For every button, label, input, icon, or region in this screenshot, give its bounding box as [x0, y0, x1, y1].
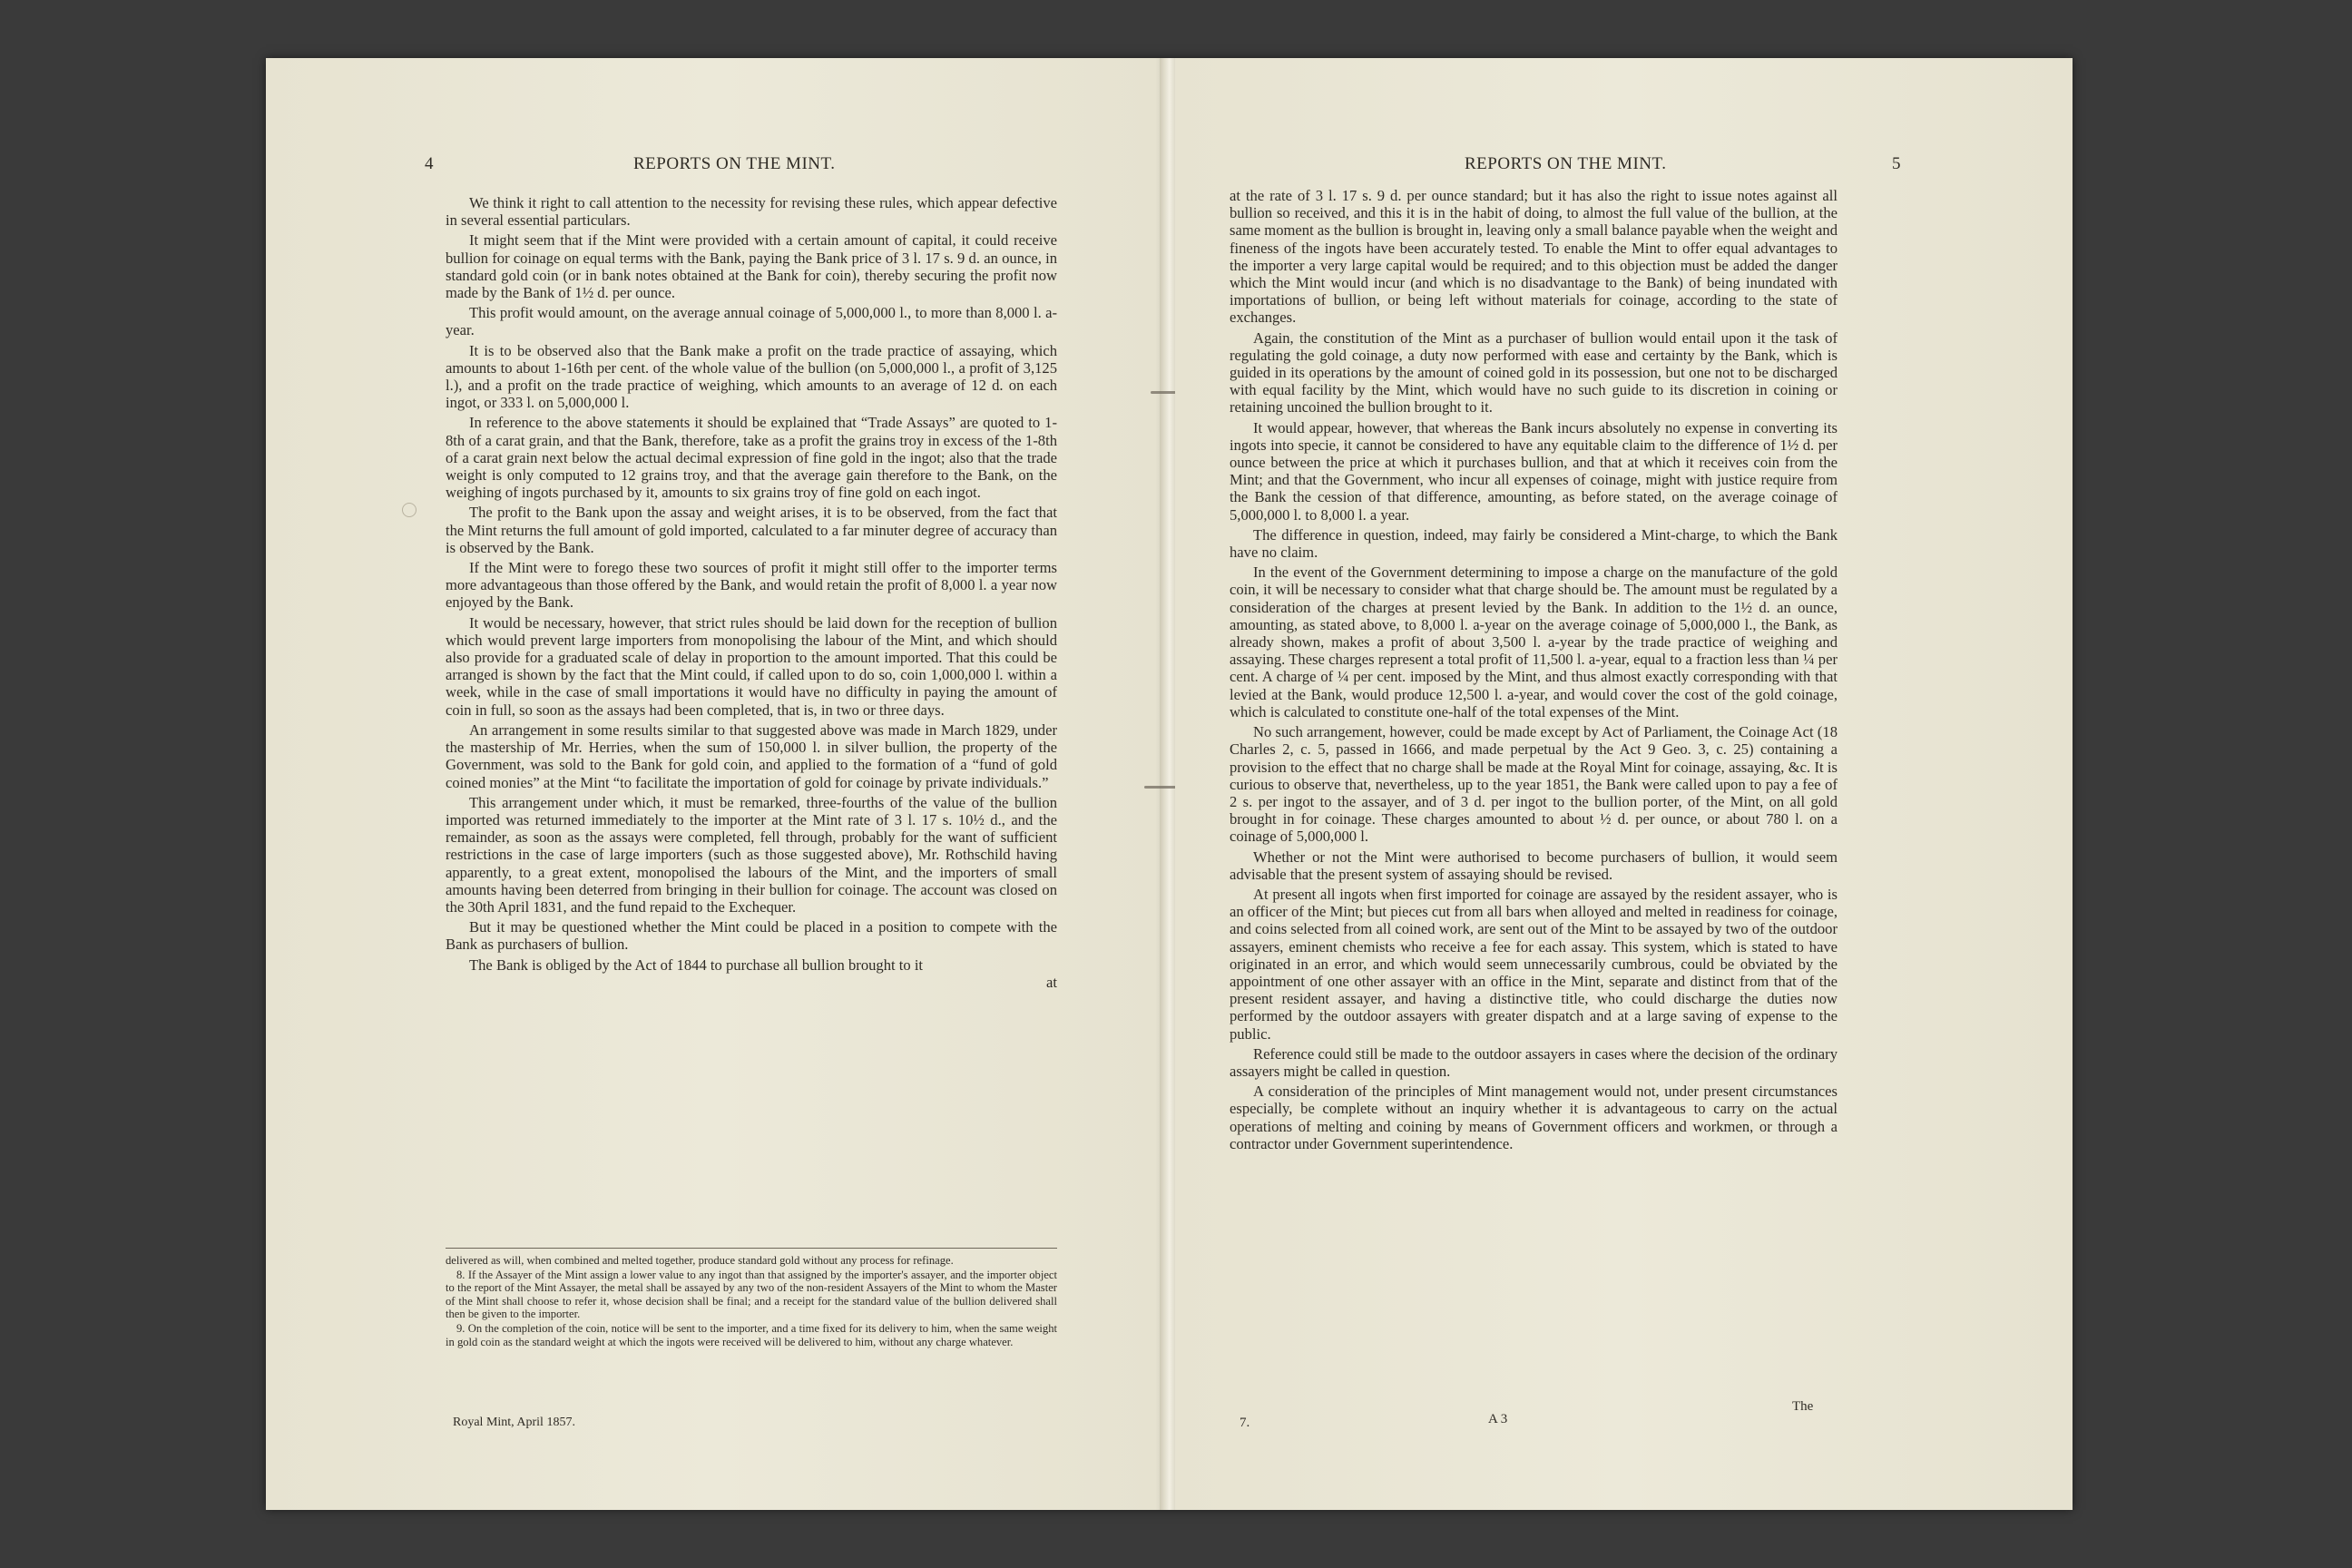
paragraph: We think it right to call attention to the necessity for revising these rules, which appear defective in several essential particulars. [446, 194, 1057, 230]
footnote: delivered as will, when combined and melted together, produce standard gold without any process for refinage. [446, 1254, 954, 1267]
footnote-rule [446, 1248, 1057, 1249]
right-page-number: 5 [1892, 154, 1901, 173]
paragraph: This profit would amount, on the average annual coinage of 5,000,000 l., to more than 8,000 l. a-year. [446, 304, 1057, 339]
left-body-text [446, 194, 1057, 994]
paragraph: In reference to the above statements it should be explained that “Trade Assays” are quoted to 1-8th of a carat grain, and that the Bank, therefore, take as a profit the grains troy in excess of the 1-8th of a carat grain next below the actual decimal expression of fine gold in the ingot; also that the trade weight is only computed to 12 grains troy, and that the average gain therefore to the Bank, on the weighing of ingots purchased by it, amounts to six grains troy of fine gold on each ingot. [446, 414, 1057, 502]
paragraph: at the rate of 3 l. 17 s. 9 d. per ounce standard; but it has also the right to issue notes against all bullion so received, and this it is in the habit of doing, to almost the full value of the bullion, at the same moment as the bullion is brought in, leaving only a small balance payable when the weight and fineness of the ingots have been accurately tested. To enable the Mint to offer equal advantages to the importer a very large capital would be required; and to this objection must be added the danger which the Mint would incur (and which is no disadvantage to the Bank) of being inundated with importations of bullion, or being left without materials for coinage, according to the state of exchanges. [1230, 187, 1838, 327]
paragraph: It would appear, however, that whereas the Bank incurs absolutely no expense in converting its ingots into specie, it cannot be considered to have any equitable claim to the difference of 1½ d. per ounce between the price at which it purchases bullion, and that at which it receives coin from the Mint; and that the Government, who incur all expenses of coinage, might with justice require from the Bank the cession of that difference, amounting, as before stated, on the average coinage of 5,000,000 l. to 8,000 l. a year. [1230, 418, 1838, 524]
footnotes [446, 1254, 1057, 1349]
left-page [266, 58, 1169, 1510]
paragraph: Reference could still be made to the outdoor assayers in cases where the decision of the ordinary assayers might be called in question. [1230, 1044, 1838, 1080]
signature-line: Royal Mint, April 1857. [453, 1416, 575, 1429]
right-running-head: REPORTS ON THE MINT. [1465, 154, 1667, 173]
paragraph: In the event of the Government determining to impose a charge on the manufacture of the gold coin, it will be necessary to consider what that charge should be. The amount must be regulated by a consideration of the charges at present levied by the Bank. In addition to the 1½ d. an ounce, amounting, as stated above, to 8,000 l. a-year on the average coinage of 5,000,000 l., the Bank, as already shown, makes a profit of about 3,500 l. a-year by the trade practice of weighing and assaying. These charges represent a total profit of 11,500 l. a-year, equal to a fraction less than ¼ per cent. A charge of ¼ per cent. imposed by the Mint, and thus almost exactly corresponding with that levied at the Bank, would produce 12,500 l. a-year, and would cover the cost of the gold coinage, which is calculated to constitute one-half of the total expenses of the Mint. [1230, 564, 1838, 720]
paragraph: Again, the constitution of the Mint as a purchaser of bullion would entail upon it the task of regulating the gold coinage, a duty now performed with ease and certainty by the Bank, which is guided in its operations by the amount of coined gold in its possession, but one not to be discharged with equal facility by the Mint, which would have no such guide to its discretion in coining or retaining uncoined the bullion brought to it. [1230, 328, 1838, 416]
open-book-spread [266, 58, 2073, 1510]
paragraph: But it may be questioned whether the Mint could be placed in a position to compete with the Bank as purchasers of bullion. [446, 918, 1057, 954]
paragraph: The difference in question, indeed, may fairly be considered a Mint-charge, to which the Bank have no claim. [1230, 525, 1838, 562]
paragraph: This arrangement under which, it must be remarked, three-fourths of the value of the bullion imported was returned immediately to the importer at the Mint rate of 3 l. 17 s. 10½ d., and the remainder, as soon as the assays were completed, fell through, probably for the want of sufficient restrictions in the case of large importers (such as those suggested above), Mr. Rothschild having apparently, to a great extent, monopolised the labours of the Mint, and the importers of small amounts having been deterred from bringing in their bullion for coinage. The account was closed on the 30th April 1831, and the fund repaid to the Exchequer. [446, 793, 1057, 916]
binding-hole [402, 503, 416, 517]
catchword: The [1792, 1399, 1814, 1414]
paragraph: Whether or not the Mint were authorised to become purchasers of bullion, it would seem advisable that the present system of assaying should be revised. [1230, 848, 1838, 883]
paragraph: If the Mint were to forego these two sources of profit it might still offer to the importer terms more advantageous than those offered by the Bank, and would retain the profit of 8,000 l. a year now enjoyed by the Bank. [446, 559, 1057, 612]
right-body-text [1230, 187, 1838, 1155]
right-page [1175, 58, 2073, 1510]
sheet-number: 7. [1240, 1416, 1250, 1430]
left-running-head: REPORTS ON THE MINT. [633, 154, 836, 173]
paragraph: It would be necessary, however, that strict rules should be laid down for the reception of bullion which would prevent large importers from monopolising the labour of the Mint, and which should also provide for a graduated scale of delay in proportion to the amount imported. That this could be arranged is shown by the fact that the Mint could, if called upon to do so, coin 1,000,000 l. within a week, while in the case of small importations it would have no difficulty in paying the amount of coin in full, so soon as the assays had been completed, that is, in two or three days. [446, 613, 1057, 719]
paragraph: It is to be observed also that the Bank make a profit on the trade practice of assaying, which amounts to about 1-16th per cent. of the whole value of the bullion (on 5,000,000 l., a profit of 3,125 l.), and a profit on the trade practice of weighing, which amounts to an average of 12 d. on each ingot, or 333 l. on 5,000,000 l. [446, 341, 1057, 412]
paragraph: The Bank is obliged by the Act of 1844 to purchase all bullion brought to it [469, 956, 924, 974]
paragraph: An arrangement in some results similar to that suggested above was made in March 1829, under the mastership of Mr. Herries, when the sum of 150,000 l. in silver bullion, the property of the Government, was sold to the Bank for gold coin, and applied to the formation of a “fund of gold coined monies” at the Mint “to facilitate the importation of gold for coinage by private individuals.” [446, 720, 1057, 791]
signature-mark: A 3 [1488, 1412, 1508, 1426]
continuation-word: at [1046, 973, 1057, 991]
paragraph: A consideration of the principles of Mint management would not, under present circumstances especially, be complete without an inquiry whether it is advantageous to carry on the actual operations of melting and coining by means of Government officers and workmen, or through a contractor under Government superintendence. [1230, 1083, 1838, 1152]
paragraph: The profit to the Bank upon the assay and weight arises, it is to be observed, from the fact that the Mint returns the full amount of gold imported, calculated to a far minuter degree of accuracy than is observed by the Bank. [446, 504, 1057, 556]
footnote: 9. On the completion of the coin, notice will be sent to the importer, and a time fixed for its delivery to him, when the same weight in gold coin as the standard weight at which the ingots were received will be delivered to him, without any charge whatever. [446, 1321, 1057, 1348]
paragraph: It might seem that if the Mint were provided with a certain amount of capital, it could receive bullion for coinage on equal terms with the Bank, paying the Bank price of 3 l. 17 s. 9 d. an ounce, in standard gold coin (or in bank notes obtained at the Bank for coin), thereby securing the profit now made by the Bank of 1½ d. per ounce. [446, 231, 1057, 302]
paragraph: No such arrangement, however, could be made except by Act of Parliament, the Coinage Act (18 Charles 2, c. 5, passed in 1666, and made perpetual by the Act 9 Geo. 3, c. 25) containing a provision to the effect that no charge shall be made at the Royal Mint for coinage, assaying, &c. It is curious to observe that, nevertheless, up to the year 1851, the Bank were called upon to pay a fee of 2 s. per ingot to the assayer, and of 3 d. per ingot to the bullion porter, of the Mint, on all gold brought in for coinage. These charges amounted to about ½ d. per ounce, or about 780 l. on a coinage of 5,000,000 l. [1230, 723, 1838, 846]
footnote: 8. If the Assayer of the Mint assign a lower value to any ingot than that assigned by the importer's assayer, and the importer object to the report of the Mint Assayer, the metal shall be assayed by any two of the non-resident Assayers of the Mint to whom the Master of the Mint shall choose to refer it, whose decision shall be final; and a receipt for the standard value of the bullion delivered shall then be given to the importer. [446, 1268, 1057, 1321]
left-page-number: 4 [425, 154, 434, 173]
paragraph: At present all ingots when first imported for coinage are assayed by the resident assayer, who is an officer of the Mint; but pieces cut from all bars when alloyed and melted in readiness for coinage, and coins selected from all coined work, are sent out of the Mint to be assayed by two of the outdoor assayers, eminent chemists who receive a fee for each assay. This system, which is stated to have originated in an error, and which would seem unnecessarily cumbrous, could be obviated by the appointment of one other assayer with an office in the Mint, separate and distinct from that of the present resident assayer, and having a distinctive title, who could discharge the duties now performed by the outdoor assayers with greater dispatch and at a large saving of expense to the public. [1230, 885, 1838, 1043]
